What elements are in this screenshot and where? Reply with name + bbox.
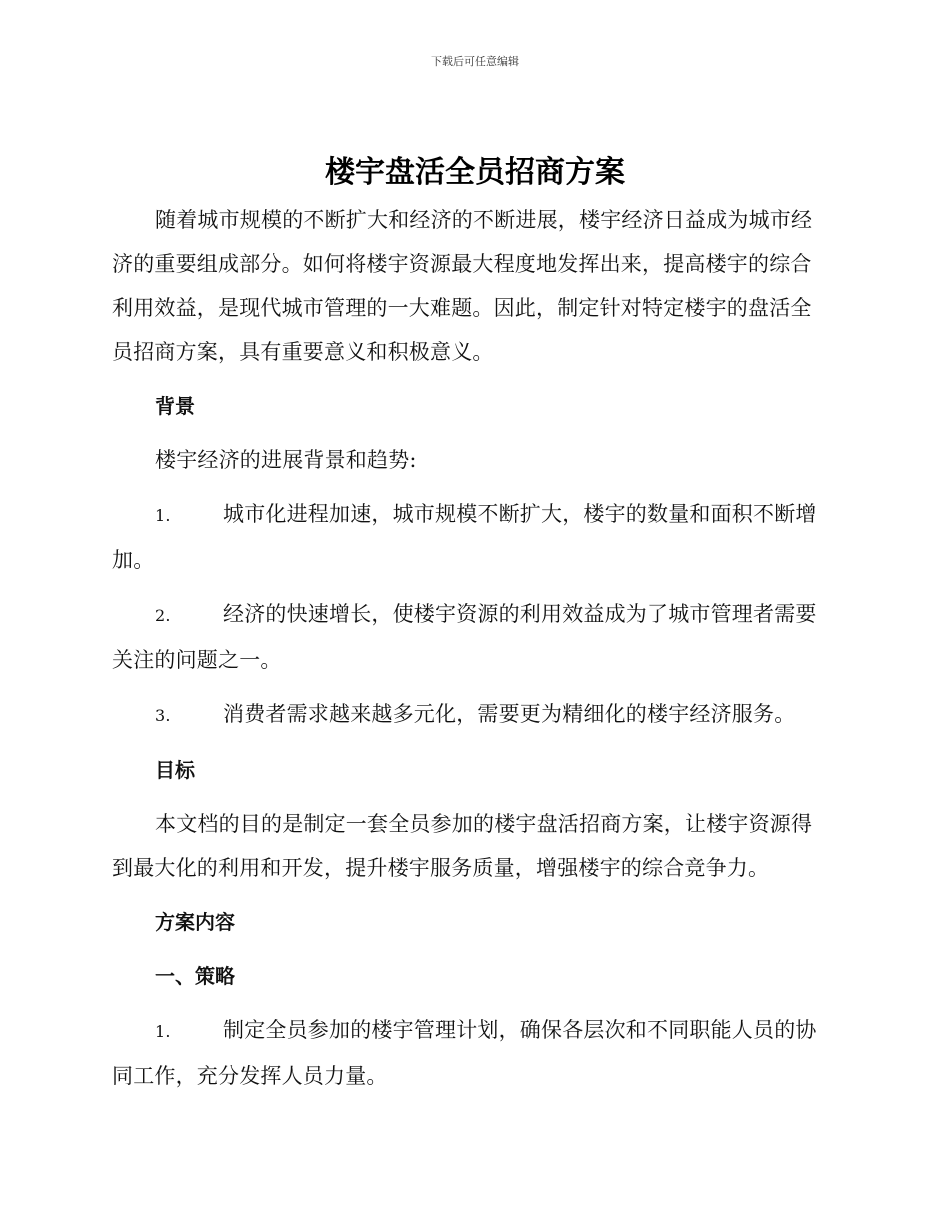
list-item-text: 城市化进程加速，城市规模不断扩大，楼宇的数量和面积不断增加。 — [112, 502, 817, 572]
list-number: 1. — [155, 1022, 171, 1041]
goal-paragraph: 本文档的目的是制定一套全员参加的楼宇盘活招商方案，让楼宇资源得到最大化的利用和开发，提升楼宇服务质量，增强楼宇的综合竞争力。 — [112, 812, 813, 880]
background-item-3 — [112, 692, 832, 738]
list-item-text: 制定全员参加的楼宇管理计划，确保各层次和不同职能人员的协同工作，充分发挥人员力量。 — [112, 1018, 817, 1088]
goal-heading: 目标 — [155, 758, 195, 782]
background-item-2 — [112, 592, 832, 682]
background-item-1 — [112, 492, 832, 582]
document-title: 楼宇盘活全员招商方案 — [325, 155, 625, 190]
plan-heading: 方案内容 — [155, 910, 235, 934]
list-number: 3. — [155, 706, 171, 725]
list-number: 1. — [155, 506, 171, 525]
background-heading: 背景 — [155, 394, 195, 418]
document-body — [112, 198, 832, 1098]
strategy-item-1 — [112, 1008, 832, 1098]
list-number: 2. — [155, 606, 171, 625]
list-item-text: 经济的快速增长，使楼宇资源的利用效益成为了城市管理者需要关注的问题之一。 — [112, 602, 817, 672]
background-lead: 楼宇经济的进展背景和趋势: — [155, 448, 417, 472]
header-note: 下载后可任意编辑 — [431, 55, 519, 68]
intro-paragraph: 随着城市规模的不断扩大和经济的不断进展，楼宇经济日益成为城市经济的重要组成部分。如何将楼宇资源最大程度地发挥出来，提高楼宇的综合利用效益，是现代城市管理的一大难题。因此，制定针对特定楼宇的盘活全员招商方案，具有重要意义和积极意义。 — [112, 208, 813, 364]
list-item-text: 消费者需求越来越多元化，需要更为精细化的楼宇经济服务。 — [223, 702, 796, 726]
strategy-heading: 一、策略 — [155, 964, 235, 988]
